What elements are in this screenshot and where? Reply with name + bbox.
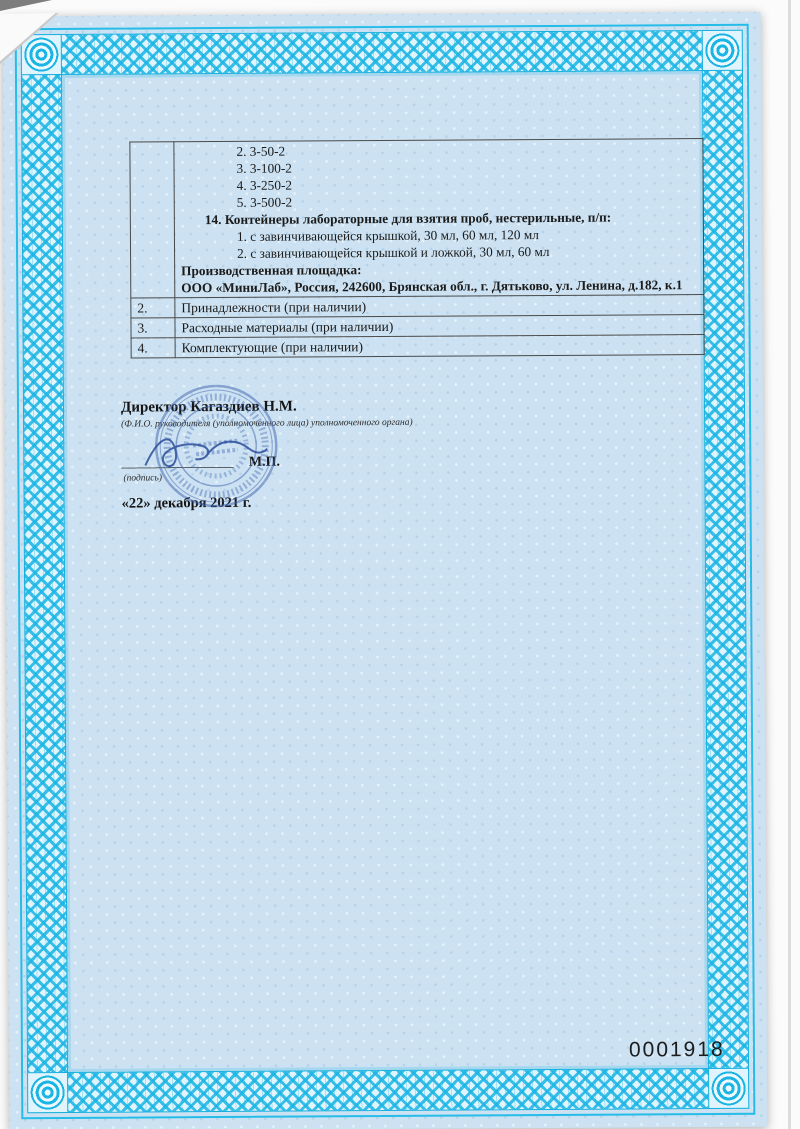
- item14-subitems: [181, 225, 697, 262]
- cell-label: Расходные материалы (при наличии): [175, 315, 704, 338]
- cell-number: 3.: [131, 318, 175, 338]
- border-corner-ornament: [27, 1072, 68, 1113]
- cell-continuation-content: [174, 139, 704, 298]
- serial-number: 0001918: [628, 1037, 725, 1062]
- seal-mark: М.П.: [248, 454, 280, 470]
- signature-line: ________________: [121, 454, 234, 471]
- signature-scribble: [141, 427, 271, 478]
- folded-corner: [0, 13, 56, 61]
- certificate-page: [3, 12, 768, 1129]
- table-row: [131, 335, 704, 358]
- director-line: Директор Кагаздиев Н.М.: [120, 398, 297, 416]
- cell-label: Комплектующие (при наличии): [175, 335, 704, 358]
- scan-right-shadow: [788, 0, 791, 1129]
- signature-caption: (подпись): [123, 473, 163, 484]
- products-table: [129, 138, 704, 359]
- list-item: 4. 3-250-2: [236, 177, 293, 193]
- cell-number: 2.: [131, 298, 175, 318]
- production-site-label: Производственная площадка:: [181, 262, 362, 279]
- cell-number: 4.: [131, 338, 175, 358]
- director-note: (Ф.И.О. руководителя (уполномоченного лица) уполномоченного органа): [121, 417, 413, 430]
- list-item: 5. 3-500-2: [236, 194, 293, 210]
- border-corner-ornament: [708, 1068, 749, 1109]
- list-item: 3. 3-100-2: [236, 160, 292, 176]
- sizes-list: [180, 140, 696, 211]
- date-line: «22» декабря 2021 г.: [121, 494, 252, 512]
- list-item: 2. с завинчивающейся крышкой и ложкой, 30 мл, 60 мл: [237, 243, 550, 261]
- border-corner-ornament: [702, 30, 743, 71]
- cell-number-empty: [130, 142, 175, 298]
- table-row-continuation: [130, 139, 704, 298]
- scanner-edge: [0, 0, 52, 11]
- list-item: 1. с завинчивающейся крышкой, 30 мл, 60 мл, 120 мл: [236, 227, 539, 244]
- production-site-value: ООО «МиниЛаб», Россия, 242600, Брянская обл., г. Дятьково, ул. Ленина, д.182, к.1: [181, 277, 683, 296]
- list-item: 2. 3-50-2: [236, 143, 286, 159]
- item14-title: 14. Контейнеры лабораторные для взятия проб, нестерильные, п/п:: [204, 209, 612, 228]
- cell-label: Принадлежности (при наличии): [175, 295, 704, 318]
